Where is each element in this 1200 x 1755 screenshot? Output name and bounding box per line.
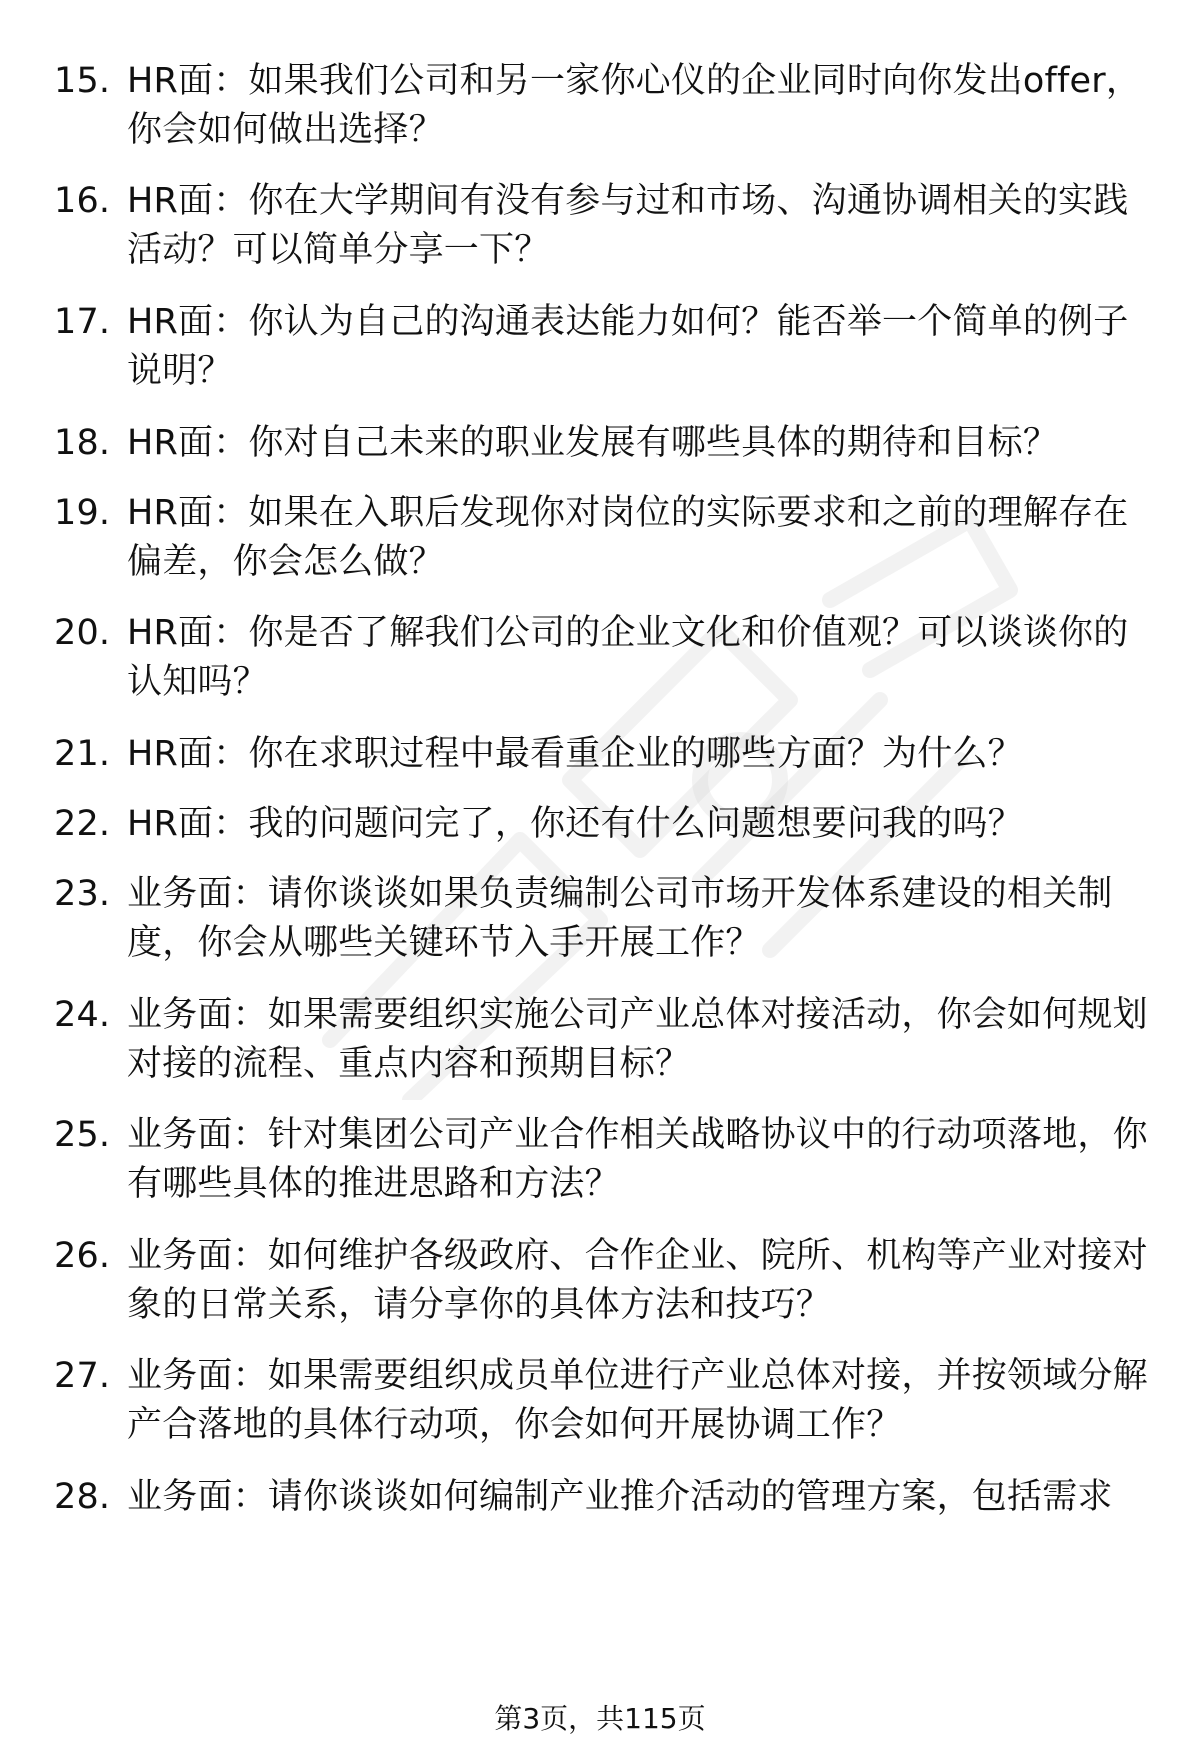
question-text: 业务面：请你谈谈如何编制产业推介活动的管理方案，包括需求 <box>127 1477 1113 1517</box>
question-number: 25. <box>54 1115 111 1155</box>
question-text: HR面：如果我们公司和另一家你心仪的企业同时向你发出offer，你会如何做出选择？ <box>127 61 1142 150</box>
question-number: 18. <box>54 423 111 463</box>
question-number: 22. <box>54 804 111 844</box>
question-number: 17. <box>54 302 111 342</box>
question-text: 业务面：针对集团公司产业合作相关战略协议中的行动项落地，你有哪些具体的推进思路和方法？ <box>127 1115 1148 1204</box>
question-number: 28. <box>54 1477 111 1517</box>
question-text: 业务面：如果需要组织成员单位进行产业总体对接，并按领域分解产合落地的具体行动项，你会如何开展协调工作？ <box>127 1356 1148 1445</box>
question-text: HR面：你在大学期间有没有参与过和市场、沟通协调相关的实践活动？可以简单分享一下？ <box>127 181 1129 270</box>
question-text: HR面：如果在入职后发现你对岗位的实际要求和之前的理解存在偏差，你会怎么做？ <box>127 493 1129 582</box>
question-text: 业务面：如果需要组织实施公司产业总体对接活动，你会如何规划对接的流程、重点内容和预期目标？ <box>127 995 1148 1084</box>
question-number: 27. <box>54 1356 111 1396</box>
question-text: HR面：我的问题问完了，你还有什么问题想要问我的吗？ <box>127 804 1023 844</box>
question-number: 19. <box>54 493 111 533</box>
question-number: 16. <box>54 181 111 221</box>
question-text: HR面：你认为自己的沟通表达能力如何？能否举一个简单的例子说明？ <box>127 302 1129 391</box>
question-number: 26. <box>54 1236 111 1276</box>
question-text: HR面：你在求职过程中最看重企业的哪些方面？为什么？ <box>127 734 1023 774</box>
page-footer: 第3页，共115页 <box>494 1702 706 1735</box>
question-number: 15. <box>54 61 111 101</box>
question-number: 24. <box>54 995 111 1035</box>
question-text: 业务面：请你谈谈如果负责编制公司市场开发体系建设的相关制度，你会从哪些关键环节入手开展工作？ <box>127 874 1113 963</box>
question-text: 业务面：如何维护各级政府、合作企业、院所、机构等产业对接对象的日常关系，请分享你的具体方法和技巧？ <box>127 1236 1148 1325</box>
question-number: 20. <box>54 613 111 653</box>
question-number: 21. <box>54 734 111 774</box>
question-text: HR面：你对自己未来的职业发展有哪些具体的期待和目标？ <box>127 423 1059 463</box>
question-number: 23. <box>54 874 111 914</box>
question-text: HR面：你是否了解我们公司的企业文化和价值观？可以谈谈你的认知吗？ <box>127 613 1129 702</box>
